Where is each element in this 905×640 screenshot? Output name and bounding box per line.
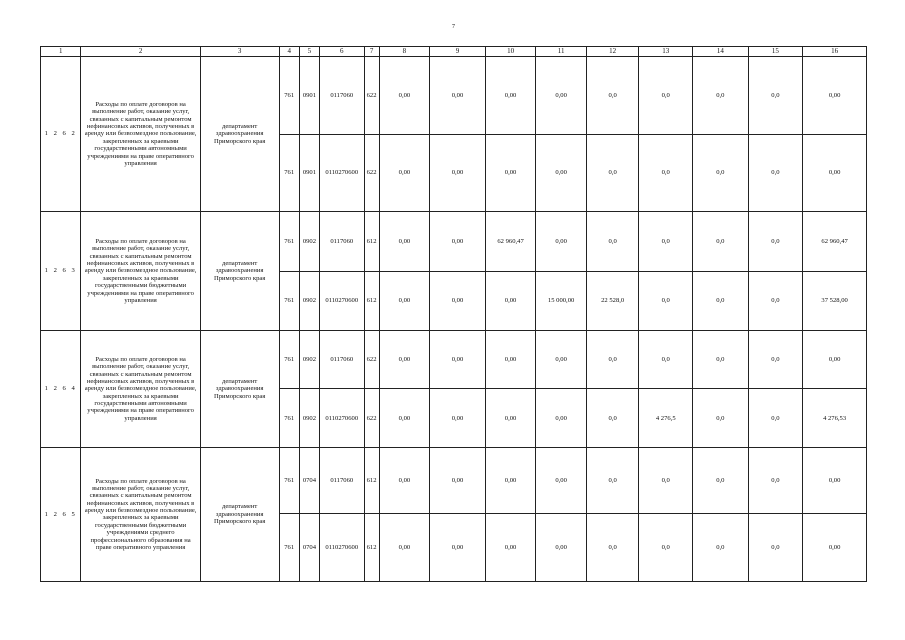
row-number: 1 2 6 3 (41, 212, 81, 331)
table-cell: 0,0 (748, 447, 803, 514)
table-cell: 0,0 (748, 331, 803, 389)
table-cell: 0,0 (748, 389, 803, 447)
table-cell: 0,00 (803, 57, 867, 135)
department-name: департамент здравоохранения Приморского края (200, 447, 279, 581)
table-cell: 0,00 (485, 447, 536, 514)
table-cell: 0,00 (430, 134, 486, 212)
table-cell: 0,0 (639, 57, 693, 135)
table-cell: 0,00 (485, 514, 536, 582)
table-cell: 612 (364, 212, 379, 271)
table-cell: 0,00 (536, 57, 587, 135)
table-cell: 37 528,00 (803, 271, 867, 330)
table-cell: 761 (279, 212, 299, 271)
table-cell: 0,0 (748, 57, 803, 135)
table-cell: 761 (279, 447, 299, 514)
header-cell: 14 (693, 47, 749, 57)
table-cell: 0,0 (639, 134, 693, 212)
table-cell: 622 (364, 331, 379, 389)
table-cell: 0,0 (586, 331, 639, 389)
table-row (41, 57, 867, 135)
header-cell: 12 (586, 47, 639, 57)
table-cell: 0902 (299, 331, 319, 389)
table-cell: 0,0 (693, 331, 749, 389)
table-cell: 22 528,0 (586, 271, 639, 330)
header-cell: 10 (485, 47, 536, 57)
table-cell: 0,00 (485, 134, 536, 212)
table-cell: 0902 (299, 212, 319, 271)
budget-table (40, 46, 867, 582)
table-cell: 0110270600 (320, 134, 364, 212)
table-cell: 0,0 (639, 212, 693, 271)
header-cell: 7 (364, 47, 379, 57)
table-cell: 0,00 (430, 271, 486, 330)
table-cell: 0704 (299, 514, 319, 582)
table-cell: 4 276,5 (639, 389, 693, 447)
table-row (41, 331, 867, 389)
table-cell: 0,0 (586, 389, 639, 447)
table-cell: 0,0 (693, 271, 749, 330)
table-cell: 0,0 (693, 57, 749, 135)
table-cell: 0,00 (536, 389, 587, 447)
expense-description: Расходы по оплате договоров на выполнение работ, оказание услуг, связанных с капитальным ремонтом нефинансовых активов, полученных в аренду или безвозмездное пользование, закрепленных за краевыми государственными бюджетными учреждениями на праве оперативного управления (81, 212, 200, 331)
table-cell: 0,00 (379, 447, 430, 514)
header-cell: 16 (803, 47, 867, 57)
table-cell: 0,0 (586, 212, 639, 271)
table-cell: 0110270600 (320, 389, 364, 447)
header-cell: 11 (536, 47, 587, 57)
table-cell: 0,00 (536, 212, 587, 271)
table-cell: 0902 (299, 271, 319, 330)
table-cell: 0117060 (320, 212, 364, 271)
table-cell: 0110270600 (320, 514, 364, 582)
table-cell: 0,00 (430, 331, 486, 389)
table-cell: 0,00 (485, 271, 536, 330)
table-cell: 0,00 (536, 514, 587, 582)
table-cell: 0,00 (379, 514, 430, 582)
header-cell: 5 (299, 47, 319, 57)
table-cell: 761 (279, 331, 299, 389)
table-cell: 0,00 (379, 57, 430, 135)
table-cell: 0,00 (430, 514, 486, 582)
table-cell: 761 (279, 389, 299, 447)
expense-description: Расходы по оплате договоров на выполнение работ, оказание услуг, связанных с капитальным ремонтом нефинансовых активов, полученных в аренду или безвозмездное пользование, закрепленных за краевыми государственными автономными учреждениями на праве оперативного управления (81, 331, 200, 448)
table-cell: 0901 (299, 57, 319, 135)
table-cell: 0,0 (586, 134, 639, 212)
table-cell: 0,0 (748, 212, 803, 271)
header-cell: 9 (430, 47, 486, 57)
row-number: 1 2 6 5 (41, 447, 81, 581)
table-cell: 15 000,00 (536, 271, 587, 330)
table-cell: 761 (279, 271, 299, 330)
table-cell: 0,00 (379, 212, 430, 271)
table-cell: 0,00 (379, 271, 430, 330)
table-cell: 0117060 (320, 331, 364, 389)
table-cell: 622 (364, 389, 379, 447)
table-cell: 622 (364, 134, 379, 212)
table-cell: 612 (364, 447, 379, 514)
header-cell: 6 (320, 47, 364, 57)
table-cell: 62 960,47 (803, 212, 867, 271)
row-number: 1 2 6 4 (41, 331, 81, 448)
table-cell: 0,0 (693, 134, 749, 212)
table-cell: 0,00 (803, 447, 867, 514)
table-cell: 0,00 (536, 331, 587, 389)
table-cell: 0,00 (803, 134, 867, 212)
table-cell: 0,00 (803, 514, 867, 582)
table-cell: 0,00 (430, 447, 486, 514)
table-cell: 0,0 (693, 389, 749, 447)
table-cell: 0,0 (748, 134, 803, 212)
table-cell: 0,00 (536, 447, 587, 514)
table-cell: 0,00 (803, 331, 867, 389)
table-cell: 0,0 (639, 331, 693, 389)
table-cell: 0,00 (379, 331, 430, 389)
table-cell: 62 960,47 (485, 212, 536, 271)
page-number: 7 (452, 24, 455, 30)
table-cell: 0901 (299, 134, 319, 212)
table-cell: 0,0 (693, 514, 749, 582)
department-name: департамент здравоохранения Приморского края (200, 212, 279, 331)
table-cell: 0,00 (379, 134, 430, 212)
department-name: департамент здравоохранения Приморского края (200, 57, 279, 212)
header-cell: 1 (41, 47, 81, 57)
table-cell: 0,00 (485, 331, 536, 389)
table-cell: 0,0 (748, 514, 803, 582)
table-cell: 622 (364, 57, 379, 135)
table-cell: 761 (279, 134, 299, 212)
row-number: 1 2 6 2 (41, 57, 81, 212)
table-cell: 0,0 (586, 514, 639, 582)
table-cell: 0,0 (639, 514, 693, 582)
table-cell: 761 (279, 514, 299, 582)
table-cell: 0902 (299, 389, 319, 447)
table-cell: 0,0 (586, 447, 639, 514)
table-cell: 4 276,53 (803, 389, 867, 447)
table-cell: 0704 (299, 447, 319, 514)
table-row (41, 212, 867, 271)
header-cell: 4 (279, 47, 299, 57)
table-cell: 0,00 (430, 389, 486, 447)
table-row (41, 447, 867, 514)
expense-description: Расходы по оплате договоров на выполнение работ, оказание услуг, связанных с капитальным ремонтом нефинансовых активов, полученных в аренду или безвозмездное пользование, закрепленных за краевыми государственными автономными учреждениями на праве оперативного управления (81, 57, 200, 212)
header-row (41, 47, 867, 57)
header-cell: 3 (200, 47, 279, 57)
table-cell: 0,00 (485, 57, 536, 135)
table-cell: 0,00 (430, 57, 486, 135)
table-cell: 612 (364, 514, 379, 582)
table-cell: 761 (279, 57, 299, 135)
table-cell: 0,00 (536, 134, 587, 212)
table-cell: 0,0 (639, 271, 693, 330)
header-cell: 13 (639, 47, 693, 57)
table-cell: 0,00 (485, 389, 536, 447)
header-cell: 2 (81, 47, 200, 57)
table-cell: 0117060 (320, 447, 364, 514)
table-cell: 0,0 (748, 271, 803, 330)
table-cell: 0,0 (693, 447, 749, 514)
table-cell: 612 (364, 271, 379, 330)
expense-description: Расходы по оплате договоров на выполнение работ, оказание услуг, связанных с капитальным ремонтом нефинансовых активов, полученных в аренду или безвозмездное пользование, закрепленных за краевыми государственными бюджетными учреждениями среднего профессионального образования на праве оперативного управления (81, 447, 200, 581)
table-cell: 0117060 (320, 57, 364, 135)
header-cell: 15 (748, 47, 803, 57)
table-cell: 0,0 (586, 57, 639, 135)
table-cell: 0,00 (430, 212, 486, 271)
department-name: департамент здравоохранения Приморского края (200, 331, 279, 448)
table-cell: 0,0 (693, 212, 749, 271)
table-cell: 0,0 (639, 447, 693, 514)
table-cell: 0110270600 (320, 271, 364, 330)
table-cell: 0,00 (379, 389, 430, 447)
header-cell: 8 (379, 47, 430, 57)
